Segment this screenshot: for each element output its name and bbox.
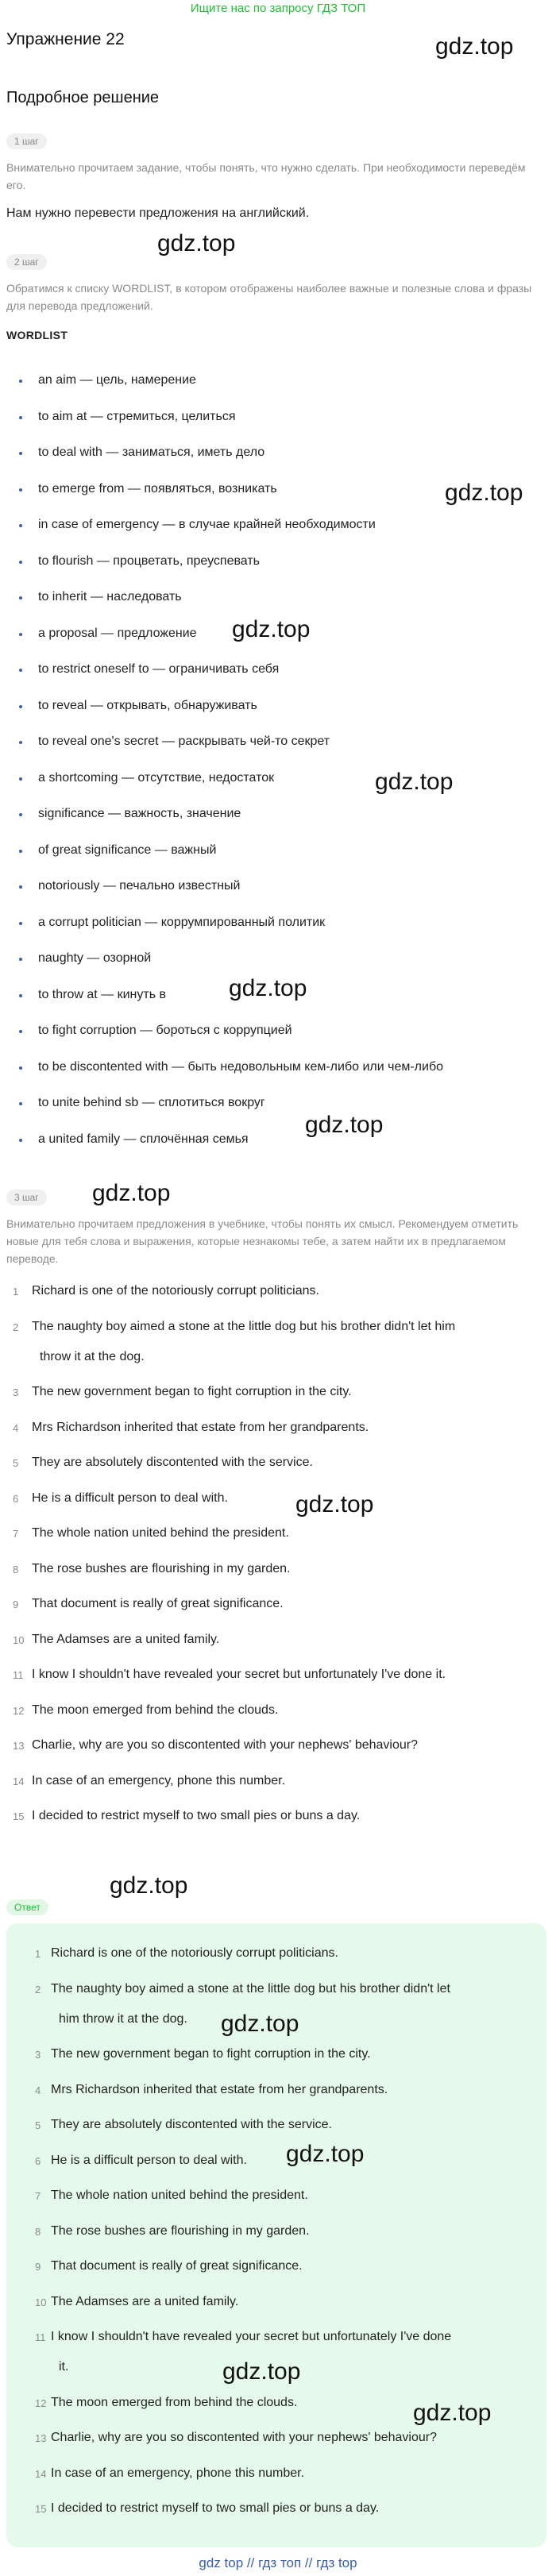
bullet-icon (19, 416, 22, 419)
wordlist-item-text: to throw at — кинуть в (38, 987, 166, 1001)
list-item-text: The naughty boy aimed a stone at the little dog but his brother didn't let (51, 1981, 450, 1996)
step-1-badge: 1 шаг (6, 133, 47, 149)
wordlist-item-text: a united family — сплочённая семья (38, 1132, 249, 1146)
list-item-text: He is a difficult person to deal with. (51, 2153, 247, 2167)
bullet-icon (19, 885, 22, 889)
wordlist-item-text: a corrupt politician — коррумпированный политик (38, 915, 326, 929)
watermark: gdz.top (222, 2358, 301, 2385)
list-item-text: They are absolutely discontented with the service. (51, 2118, 332, 2131)
list-item-text: Richard is one of the notoriously corrupt politicians. (51, 1946, 338, 1960)
bullet-icon (19, 633, 22, 636)
bullet-icon (19, 850, 22, 853)
wordlist-item-text: of great significance — важный (38, 843, 217, 857)
wordlist-item (0, 696, 556, 719)
list-item-number: 11 (13, 1669, 24, 1681)
list-item-number: 2 (35, 1983, 41, 1996)
list-item-text: They are absolutely discontented with the service. (32, 1456, 313, 1469)
list-item-text: The moon emerged from behind the clouds. (51, 2395, 298, 2409)
list-item-number: 15 (35, 2503, 47, 2515)
list-item-number: 9 (13, 1598, 19, 1610)
list-item-text: I decided to restrict myself to two small pies or buns a day. (51, 2501, 380, 2515)
wordlist-item (0, 912, 556, 936)
list-item-number: 3 (35, 2049, 41, 2061)
wordlist-item-text: to fight corruption — бороться с коррупцией (38, 1024, 292, 1037)
bullet-icon (19, 1102, 22, 1105)
list-item-number: 12 (35, 2397, 47, 2409)
watermark: gdz.top (92, 1180, 171, 1206)
wordlist-item-text: an aim — цель, намерение (38, 373, 196, 387)
list-item-text: it. (59, 2360, 69, 2374)
list-item-text: The new government began to fight corruption in the city. (32, 1385, 352, 1398)
bullet-icon (19, 380, 22, 383)
list-item-number: 9 (35, 2261, 41, 2273)
list-item-text: The new government began to fight corruption in the city. (51, 2047, 371, 2061)
list-item-number: 5 (13, 1457, 19, 1469)
wordlist-item-text: to reveal one's secret — раскрывать чей-то секрет (38, 735, 330, 748)
wordlist-item-text: to be discontented with — быть недовольным кем-либо или чем-либо (38, 1059, 444, 1074)
bullet-icon (19, 1139, 22, 1142)
list-item-text: In case of an emergency, phone this number. (51, 2466, 305, 2480)
list-item-number: 10 (13, 1633, 25, 1646)
wordlist-item (0, 768, 556, 792)
wordlist-item (0, 1093, 556, 1116)
list-item-number: 14 (35, 2467, 47, 2480)
list-item-text: Richard is one of the notoriously corrupt politicians. (32, 1284, 319, 1298)
list-item-number: 8 (35, 2225, 41, 2238)
wordlist-item (0, 948, 556, 972)
answer-badge: Ответ (6, 1899, 48, 1915)
wordlist-item-text: to unite behind sb — сплотиться вокруг (38, 1096, 265, 1109)
bullet-icon (19, 452, 22, 455)
list-item-number: 13 (35, 2432, 47, 2444)
list-item-text: The whole nation united behind the president. (51, 2188, 308, 2202)
list-item-text: The moon emerged from behind the clouds. (32, 1703, 279, 1717)
bullet-icon (19, 813, 22, 816)
list-item-number: 13 (13, 1740, 25, 1752)
search-banner[interactable]: Ищите нас по запросу ГДЗ ТОП (190, 2, 366, 15)
wordlist-item-text: to inherit — наследовать (38, 590, 182, 604)
bullet-icon (19, 777, 22, 781)
list-item-text: The naughty boy aimed a stone at the little dog but his brother didn't let him (32, 1319, 456, 1333)
footer-links[interactable]: gdz top // гдз топ // гдз top (199, 2555, 357, 2570)
wordlist-item-text: in case of emergency — в случае крайней необходимости (38, 518, 376, 531)
step-3-badge: 3 шаг (6, 1190, 47, 1205)
bullet-icon (19, 741, 22, 744)
list-item-text: That document is really of great significance. (51, 2259, 303, 2273)
step-1-note: Нам нужно перевести предложения на английский. (6, 206, 310, 220)
list-item-number: 7 (35, 2190, 41, 2202)
list-item-number: 12 (13, 1704, 25, 1717)
wordlist-item (0, 370, 556, 394)
list-item-number: 6 (13, 1492, 19, 1505)
list-item-text: throw it at the dog. (40, 1349, 145, 1363)
wordlist-item (0, 407, 556, 430)
bullet-icon (19, 596, 22, 600)
list-item-text: him throw it at the dog. (59, 2011, 187, 2026)
list-item-text: Mrs Richardson inherited that estate from her grandparents. (51, 2082, 388, 2096)
list-item-text: The whole nation united behind the president. (32, 1526, 289, 1540)
bullet-icon (19, 1066, 22, 1070)
list-item-number: 1 (13, 1286, 19, 1298)
wordlist-item-text: a shortcoming — отсутствие, недостаток (38, 770, 275, 785)
step-2-badge: 2 шаг (6, 254, 47, 270)
list-item-text: I decided to restrict myself to two small pies or buns a day. (32, 1809, 361, 1822)
wordlist-item (0, 876, 556, 900)
page-title: Упражнение 22 (6, 30, 125, 48)
list-item-text: Charlie, why are you so discontented with your nephews' behaviour? (51, 2431, 437, 2444)
wordlist-item-text: naughty — озорной (38, 951, 152, 965)
watermark: gdz.top (305, 1112, 384, 1138)
wordlist-item (0, 659, 556, 683)
list-item-text: I know I shouldn't have revealed your secret but unfortunately I've done (51, 2330, 452, 2343)
list-item-number: 5 (35, 2119, 41, 2131)
list-item-text: In case of an emergency, phone this number. (32, 1773, 286, 1787)
wordlist-heading: WORDLIST (6, 329, 68, 341)
wordlist-item-text: to reveal — открывать, обнаруживать (38, 698, 257, 712)
wordlist-item-text: notoriously — печально известный (38, 879, 241, 893)
list-item-text: That document is really of great significance. (32, 1597, 284, 1610)
step-3-text: Внимательно прочитаем предложения в учебнике, чтобы понять их смысл. Рекомендуем отметить новые для тебя слова и выражения, которые незнакомы тебе, а затем найти их в предлагаемом переводе. (6, 1217, 519, 1265)
wordlist-item (0, 515, 556, 538)
wordlist-item-text: to aim at — стремиться, целиться (38, 409, 236, 423)
list-item-text: The rose bushes are flourishing in my garden. (51, 2223, 310, 2238)
wordlist-item-text: significance — важность, значение (38, 807, 241, 820)
bullet-icon (19, 524, 22, 527)
bullet-icon (19, 669, 22, 672)
bullet-icon (19, 705, 22, 708)
wordlist-item (0, 1057, 556, 1081)
list-item-text: The rose bushes are flourishing in my garden. (32, 1561, 291, 1575)
list-item-number: 11 (35, 2331, 46, 2343)
watermark: gdz.top (221, 2011, 299, 2037)
wordlist-item (0, 587, 556, 611)
watermark: gdz.top (445, 480, 523, 506)
wordlist-item-text: to emerge from — появляться, возникать (38, 481, 277, 496)
bullet-icon (19, 994, 22, 997)
wordlist-item-text: to flourish — процветать, преуспевать (38, 553, 261, 568)
list-item-text: Mrs Richardson inherited that estate from her grandparents. (32, 1420, 369, 1434)
list-item-number: 8 (13, 1563, 19, 1575)
list-item-number: 2 (13, 1321, 19, 1333)
bullet-icon (19, 1030, 22, 1033)
wordlist-item (0, 731, 556, 755)
wordlist-item-text: a proposal — предложение (38, 626, 197, 640)
watermark: gdz.top (286, 2141, 365, 2167)
bullet-icon (19, 488, 22, 492)
list-item-number: 14 (13, 1775, 25, 1787)
wordlist-item-text: to restrict oneself to — ограничивать себя (38, 662, 280, 676)
watermark: gdz.top (435, 33, 514, 60)
watermark: gdz.top (413, 2400, 492, 2426)
list-item-text: Charlie, why are you so discontented with your nephews' behaviour? (32, 1738, 418, 1752)
wordlist-item (0, 804, 556, 827)
wordlist-item (0, 551, 556, 575)
list-item-number: 4 (13, 1421, 19, 1434)
solution-heading: Подробное решение (6, 89, 160, 106)
bullet-icon (19, 561, 22, 564)
wordlist-item (0, 1129, 556, 1153)
watermark: gdz.top (232, 616, 311, 642)
watermark: gdz.top (229, 975, 307, 1001)
wordlist-item-text: to deal with — заниматься, иметь дело (38, 445, 265, 459)
wordlist-item (0, 442, 556, 466)
wordlist-item (0, 1020, 556, 1044)
list-item-text: He is a difficult person to deal with. (32, 1490, 228, 1505)
list-item-text: The Adamses are a united family. (51, 2294, 239, 2308)
list-item-number: 10 (35, 2296, 47, 2308)
watermark: gdz.top (110, 1872, 188, 1899)
list-item-number: 3 (13, 1386, 19, 1398)
step-1-text: Внимательно прочитаем задание, чтобы понять, что нужно сделать. При необходимости переведём его. (6, 161, 526, 191)
watermark: gdz.top (157, 230, 236, 256)
list-item-text: The Adamses are a united family. (32, 1632, 220, 1646)
list-item-number: 7 (13, 1528, 19, 1540)
list-item-number: 4 (35, 2084, 41, 2096)
list-item-number: 15 (13, 1811, 25, 1822)
bullet-icon (19, 958, 22, 961)
list-item-text: I know I shouldn't have revealed your secret but unfortunately I've done it. (32, 1668, 446, 1681)
wordlist-item (0, 840, 556, 864)
bullet-icon (19, 922, 22, 925)
watermark: gdz.top (375, 769, 454, 795)
list-item-number: 6 (35, 2154, 41, 2167)
list-item-number: 1 (35, 1948, 41, 1960)
step-2-text: Обратимся к списку WORDLIST, в котором отображены наиболее важные и полезные слова и фразы для перевода предложений. (6, 282, 532, 312)
watermark: gdz.top (295, 1491, 374, 1517)
